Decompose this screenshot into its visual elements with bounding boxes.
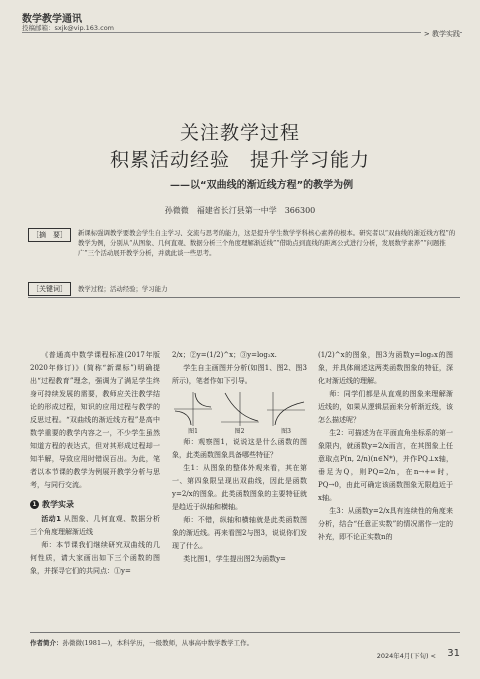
author-bio-text: 孙微微(1981—)，本科学历，一级教师，从事高中数学教学工作。 [62, 639, 254, 647]
analogy-paragraph: 类比图1，学生提出图2为函数y= [183, 555, 286, 563]
abstract-divider [28, 297, 460, 298]
figure-1-caption: 图1 [188, 428, 198, 435]
figure-2-graph [219, 390, 261, 428]
figure-3 [265, 390, 307, 436]
article-subtitle: ——以“双曲线的渐近线方程”的教学为例 [170, 180, 354, 191]
figure-3-graph [265, 390, 307, 428]
activity-title: 从图象、几何直观、数据分析三个角度理解渐近线 [30, 515, 161, 536]
student-3-answer: 生3：从函数y=2/x具有连续性的角度来分析，结合“任意正实数”的情况需作一定的补充，即不论正实数n的 [318, 507, 453, 541]
keywords-text: 教学过程；活动经验；学习能力 [78, 285, 168, 293]
figure-1 [172, 390, 214, 436]
page-number: 31 [447, 648, 460, 659]
abstract-text: 新课标强调教学要教会学生自主学习、交流与思考的能力，这是提升学生数学学科核心素养的根本。研究者以“双曲线的渐近线方程”的教学为例，分别从“从图象、几何直观、数据分析三个角度理解渐近线”“借助点到直线的距离公式进行分析，发展数学素养”“问题推广”三个活动展开教学分析，并就此谈一些思考。 [78, 229, 456, 257]
function-formulas: 2/x；②y=(1/2)^x；③y=log₂x. [172, 351, 277, 359]
column-1 [30, 349, 160, 578]
section-heading [30, 498, 160, 511]
article-title-line2: 积累活动经验 提升学习能力 [109, 149, 370, 171]
teacher-question: 师：观察图1，说说这是什么函数的图象，此类函数图象具备哪些特征？ [172, 438, 307, 459]
column-3 [318, 349, 453, 544]
section-number-icon: 1 [30, 500, 39, 509]
teacher-followup: 师：不错，纵轴和横轴就是此类函数图象的渐近线。再来看图2与图3，说说你们发现了什么。 [172, 516, 307, 550]
student-drawing-paragraph: 学生自主画图并分析(如图1、图2、图3所示)，笔者作如下引导。 [172, 364, 307, 385]
teacher-logic-question: 师：同学们都是从直观的图象来理解渐近线的，如果从逻辑层面来分析渐近线，该怎么描述呢？ [318, 390, 453, 424]
section-tag: > 教学实践 [421, 29, 460, 39]
figure-2 [219, 390, 261, 436]
footer-rule [30, 632, 460, 633]
submission-email: 投稿邮箱：sxjk@vip.163.com [22, 24, 115, 32]
intro-paragraph: 《普通高中数学课程标准(2017年版2020年修订)》(简称“新课标”)明确提出“过程教育”理念，强调为了满足学生终身可持续发展的需要，教师应关注教学结论的形成过程，知识的应用过程与教学的反思过程。“双曲线的渐近线方程”是高中数学重要的教学内容之一，不少学生虽然知道方程的表达式，但对其形成过程却一知半解，导致应用时错误百出。为此，笔者以本节课的教学为例展开教学分析与思考，与同行交流。 [30, 351, 160, 489]
continuation-paragraph: (1/2)^x的图象，图3为函数y=log₂x的图象，并具体阐述这两类函数图象的特征，深化对渐近线的理解。 [318, 351, 453, 385]
author-line: 孙微微 福建省长汀县第一中学 366300 [164, 206, 316, 215]
column-2 [172, 349, 307, 566]
article-title-line1: 关注教学过程 [179, 122, 300, 144]
author-bio [30, 638, 253, 647]
keywords-label: ［关键词］ [28, 282, 71, 296]
student-1-answer: 生1：从图象的整体外观来看，其在第一、第四象限呈现出双曲线，因此是函数y=2/x的图象。此类函数图象的主要特征就是趋近于纵轴和横轴。 [172, 464, 307, 511]
journal-name: 数学教学通讯 [22, 14, 82, 25]
issue-date: 2024年4月(下旬) < [376, 652, 436, 660]
figure-2-caption: 图2 [234, 428, 245, 435]
figure-1-graph [172, 390, 214, 428]
activity-heading [30, 513, 160, 539]
student-2-answer: 生2：可描述为在平面直角坐标系的第一象限内，就函数y=2/x而言，在其图象上任意取点P(n, 2/n)(n∈N*)，并作PQ⊥x轴，垂足为Q，则PQ=2/n，在n→+∞时，PQ→0，由此可确定该函数图象无限趋近于x轴。 [318, 429, 453, 502]
teacher-paragraph: 师：本节课我们继续研究双曲线的几何性质，请大家画出如下三个函数的图象，并探寻它们的共同点：①y= [30, 541, 160, 575]
figure-3-caption: 图3 [281, 428, 291, 435]
activity-label: 活动1 [41, 515, 61, 523]
section-title: 教学实录 [42, 500, 74, 509]
header-rule [22, 32, 462, 33]
author-bio-label: 作者简介： [30, 639, 63, 647]
figure-row [172, 390, 307, 436]
abstract-label: ［摘 要］ [28, 228, 71, 242]
